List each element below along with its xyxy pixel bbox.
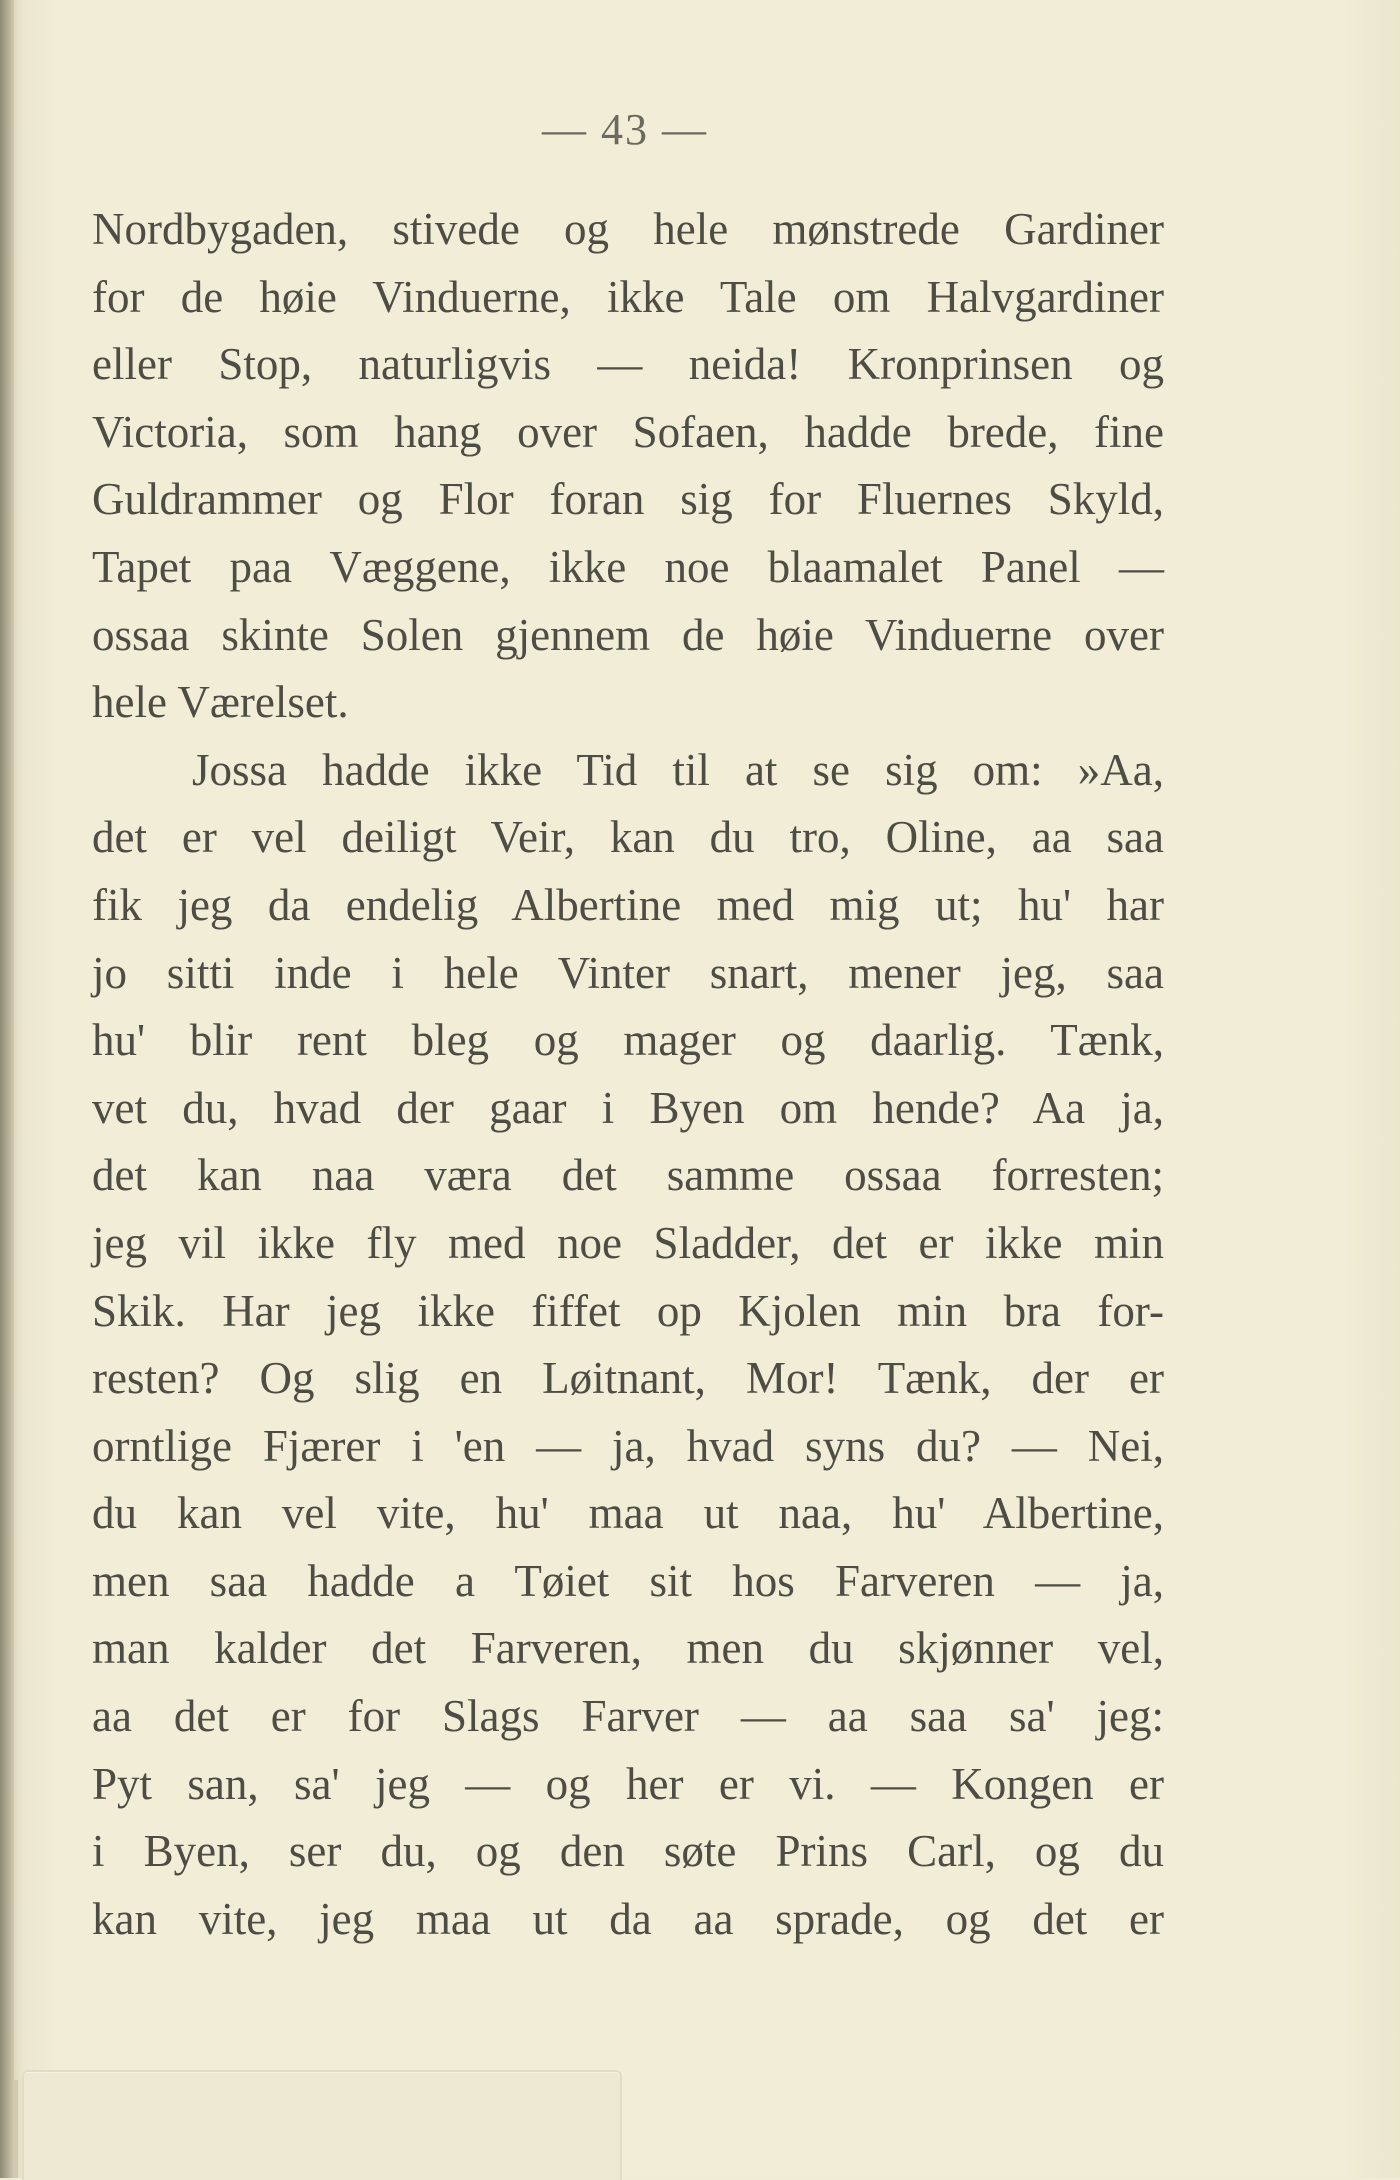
text-line: men saa hadde a Tøiet sit hos Farveren — ja, [92, 1555, 1164, 1606]
text-line: Guldrammer og Flor foran sig for Fluernes Skyld, [92, 474, 1164, 525]
text-line: Skik. Har jeg ikke fiffet op Kjolen min bra for- [92, 1285, 1164, 1336]
scan-paper-tab [22, 2070, 622, 2180]
text-line: hele Værelset. [92, 677, 349, 728]
text-line: for de høie Vinduerne, ikke Tale om Halvgardiner [92, 271, 1164, 322]
body-text [92, 196, 1164, 1953]
text-line: Tapet paa Væggene, ikke noe blaamalet Panel — [92, 541, 1164, 592]
text-line: Nordbygaden, stivede og hele mønstrede Gardiner [92, 204, 1164, 254]
page-binding-edge [0, 0, 14, 2178]
text-line: jo sitti inde i hele Vinter snart, mener jeg, saa [92, 947, 1164, 998]
text-line: fik jeg da endelig Albertine med mig ut; hu' har [92, 879, 1164, 930]
text-line: i Byen, ser du, og den søte Prins Carl, og du [92, 1826, 1164, 1877]
paragraph-start-line: Jossa hadde ikke Tid til at se sig om: »Aa, [192, 744, 1164, 795]
page-number: — 43 — [542, 105, 708, 154]
text-line: aa det er for Slags Farver — aa saa sa' jeg: [92, 1691, 1164, 1742]
text-line: man kalder det Farveren, men du skjønner vel, [92, 1623, 1164, 1674]
text-line: eller Stop, naturligvis — neida! Kronprinsen og [92, 339, 1164, 390]
text-line: hu' blir rent bleg og mager og daarlig. Tænk, [92, 1015, 1164, 1066]
text-line: resten? Og slig en Løitnant, Mor! Tænk, der er [92, 1353, 1164, 1404]
text-line: Pyt san, sa' jeg — og her er vi. — Kongen er [92, 1758, 1164, 1809]
text-line: jeg vil ikke fly med noe Sladder, det er ikke min [92, 1217, 1164, 1268]
text-line: kan vite, jeg maa ut da aa sprade, og det er [92, 1893, 1164, 1944]
text-line: orntlige Fjærer i 'en — ja, hvad syns du? — Nei, [92, 1420, 1164, 1471]
text-line: vet du, hvad der gaar i Byen om hende? Aa ja, [92, 1082, 1164, 1133]
text-line: det kan naa væra det samme ossaa forresten; [92, 1150, 1164, 1201]
text-line: det er vel deiligt Veir, kan du tro, Oline, aa saa [92, 812, 1164, 863]
text-line: ossaa skinte Solen gjennem de høie Vinduerne over [92, 609, 1164, 660]
scan-paper-edge [14, 2080, 18, 2178]
text-line: Victoria, som hang over Sofaen, hadde brede, fine [92, 406, 1164, 457]
text-line: du kan vel vite, hu' maa ut naa, hu' Albertine, [92, 1488, 1164, 1539]
